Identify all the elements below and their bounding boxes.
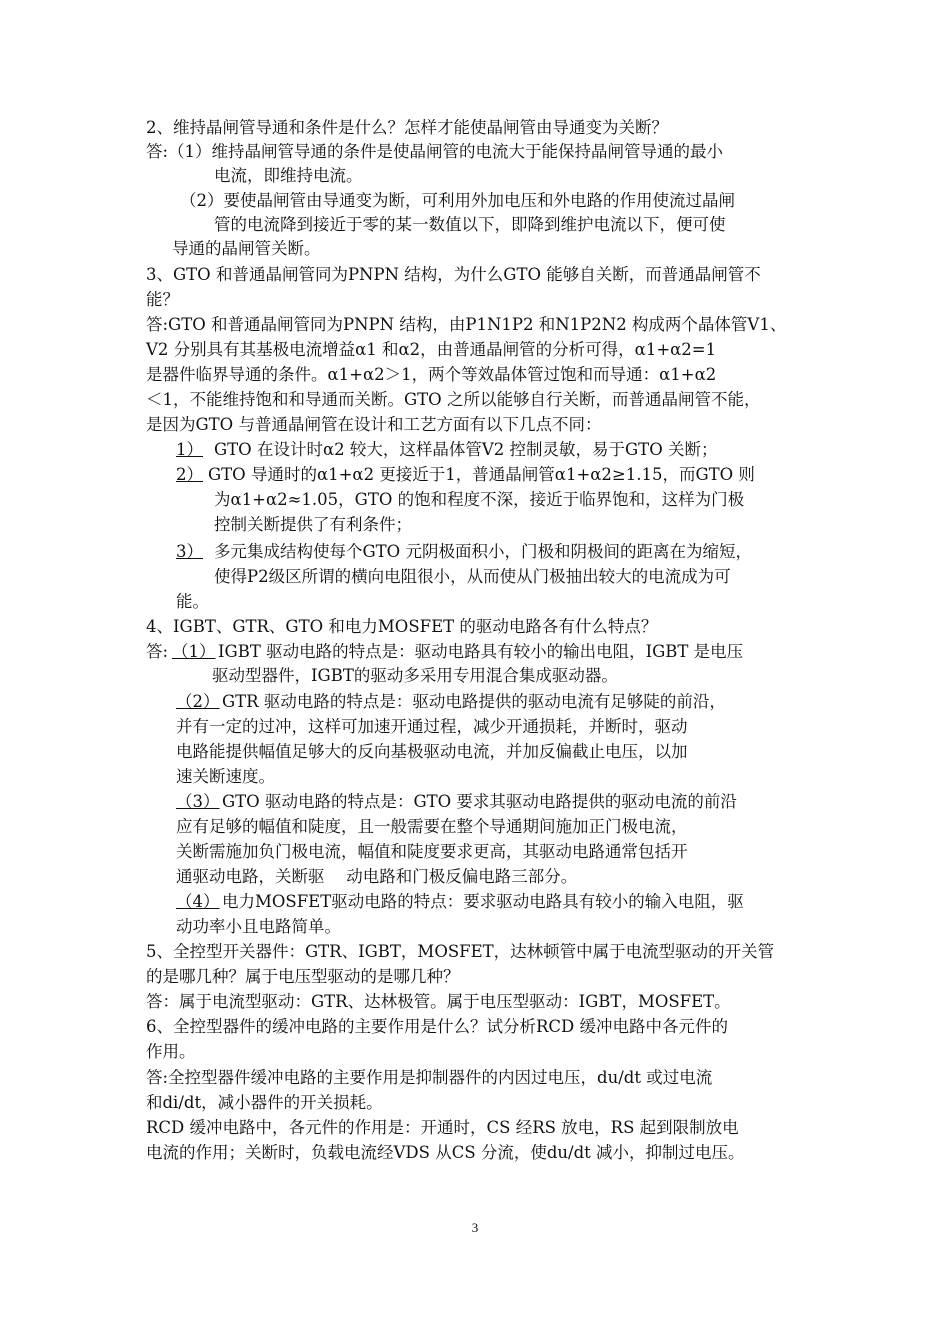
answer-6-line: RCD 缓冲电路中，各元件的作用是：开通时，CS 经RS 放电，RS 起到限制放电	[146, 1118, 739, 1137]
page-number: 3	[471, 1220, 479, 1235]
answer-4-line: GTO 驱动电路的特点是：GTO 要求其驱动电路提供的驱动电流的前沿	[222, 792, 737, 811]
answer-3-line: 是因为GTO 与普通晶闸管在设计和工艺方面有以下几点不同：	[146, 415, 602, 434]
answer-5: 答：属于电流型驱动：GTR、达林极管。属于电压型驱动：IGBT，MOSFET。	[146, 992, 731, 1011]
list-item: GTO 在设计时α2 较大，这样晶体管V2 控制灵敏，易于GTO 关断；	[214, 440, 718, 459]
answer-2-line: 答:（1）维持晶闸管导通的条件是使晶闸管的电流大于能保持晶闸管导通的最小	[146, 142, 724, 161]
answer-3-line: V2 分别具有其基极电流增益α1 和α2，由普通晶闸管的分析可得，α1+α2=1	[146, 340, 717, 359]
answer-4-line: GTR 驱动电路的特点是：驱动电路提供的驱动电流有足够陡的前沿，	[222, 692, 726, 711]
answer-4-marker: （3）	[176, 792, 220, 811]
question-2: 2、维持晶闸管导通和条件是什么？怎样才能使晶闸管由导通变为关断？	[146, 118, 668, 137]
answer-3-line: 是器件临界导通的条件。α1+α2＞1，两个等效晶体管过饱和而导通：α1+α2	[146, 365, 717, 384]
list-item-cont: 为α1+α2≈1.05，GTO 的饱和程度不深，接近于临界饱和，这样为门极	[214, 490, 745, 509]
answer-3-line: ＜1，不能维持饱和和导通而关断。GTO 之所以能够自行关断，而普通晶闸管不能，	[146, 390, 761, 409]
list-item-cont: 控制关断提供了有利条件；	[214, 515, 412, 534]
answer-4-line: 电力MOSFET驱动电路的特点：要求驱动电路具有较小的输入电阻，驱	[222, 892, 744, 911]
answer-2-line: 管的电流降到接近于零的某一数值以下，即降到维护电流以下，便可使	[214, 215, 726, 234]
answer-4-marker: （2）	[176, 692, 220, 711]
question-5: 5、全控型开关器件：GTR、IGBT，MOSFET，达林顿管中属于电流型驱动的开关管	[146, 942, 775, 961]
answer-6-line: 和di/dt，减小器件的开关损耗。	[146, 1093, 383, 1112]
answer-4-line: 速关断速度。	[176, 767, 275, 786]
answer-4-line: 应有足够的幅值和陡度，且一般需要在整个导通期间施加正门极电流，	[176, 817, 688, 836]
question-6-cont: 作用。	[146, 1042, 196, 1061]
answer-4-line: 并有一定的过冲，这样可加速开通过程，减少开通损耗，并断时，驱动	[176, 717, 688, 736]
question-3-cont: 能？	[146, 290, 179, 309]
list-marker: 1）	[176, 440, 203, 459]
question-5-cont: 的是哪几种？属于电压型驱动的是哪几种？	[146, 967, 460, 986]
answer-2-line: 电流，即维持电流。	[214, 166, 363, 185]
question-3: 3、GTO 和普通晶闸管同为PNPN 结构，为什么GTO 能够自关断，而普通晶闸管不	[146, 265, 761, 284]
answer-6-line: 答:全控型器件缓冲电路的主要作用是抑制器件的内因过电压，du/dt 或过电流	[146, 1068, 713, 1087]
answer-4-label: 答:	[146, 642, 169, 661]
list-item-cont: 使得P2级区所谓的横向电阻很小，从而使从门极抽出较大的电流成为可	[214, 567, 731, 586]
question-6: 6、全控型器件的缓冲电路的主要作用是什么？试分析RCD 缓冲电路中各元件的	[146, 1017, 729, 1036]
answer-2-line: 导通的晶闸管关断。	[172, 239, 321, 258]
answer-4-marker: （4）	[176, 892, 220, 911]
answer-4-line: 驱动型器件，IGBT的驱动多采用专用混合集成驱动器。	[212, 666, 618, 685]
answer-2-line: （2）要使晶闸管由导通变为断，可利用外加电压和外电路的作用使流过晶闸	[180, 191, 735, 210]
list-item-cont: 能。	[176, 592, 209, 611]
answer-4-line: 关断需施加负门极电流，幅值和陡度要求更高，其驱动电路通常包括开	[176, 842, 688, 861]
answer-4-line: 电路能提供幅值足够大的反向基极驱动电流，并加反偏截止电压，以加	[176, 742, 688, 761]
answer-3-line: 答:GTO 和普通晶闸管同为PNPN 结构，由P1N1P2 和N1P2N2 构成两个晶体管V1、	[146, 315, 787, 334]
list-marker: 3）	[176, 542, 203, 561]
question-4: 4、IGBT、GTR、GTO 和电力MOSFET 的驱动电路各有什么特点？	[146, 617, 658, 636]
answer-4-line: 通驱动电路，关断驱 动电路和门极反偏电路三部分。	[176, 867, 578, 886]
answer-4-line: IGBT 驱动电路的特点是：驱动电路具有较小的输出电阻，IGBT 是电压	[218, 642, 744, 661]
answer-6-line: 电流的作用；关断时，负载电流经VDS 从CS 分流，使du/dt 减小，抑制过电压。	[146, 1143, 745, 1162]
answer-4-marker: （1）	[172, 642, 216, 661]
answer-4-line: 动功率小且电路简单。	[176, 917, 341, 936]
list-item: GTO 导通时的α1+α2 更接近于1，普通晶闸管α1+α2≥1.15，而GTO 则	[208, 465, 755, 484]
list-marker: 2）	[176, 465, 203, 484]
list-item: 多元集成结构使每个GTO 元阴极面积小，门极和阴极间的距离在为缩短，	[214, 542, 752, 561]
